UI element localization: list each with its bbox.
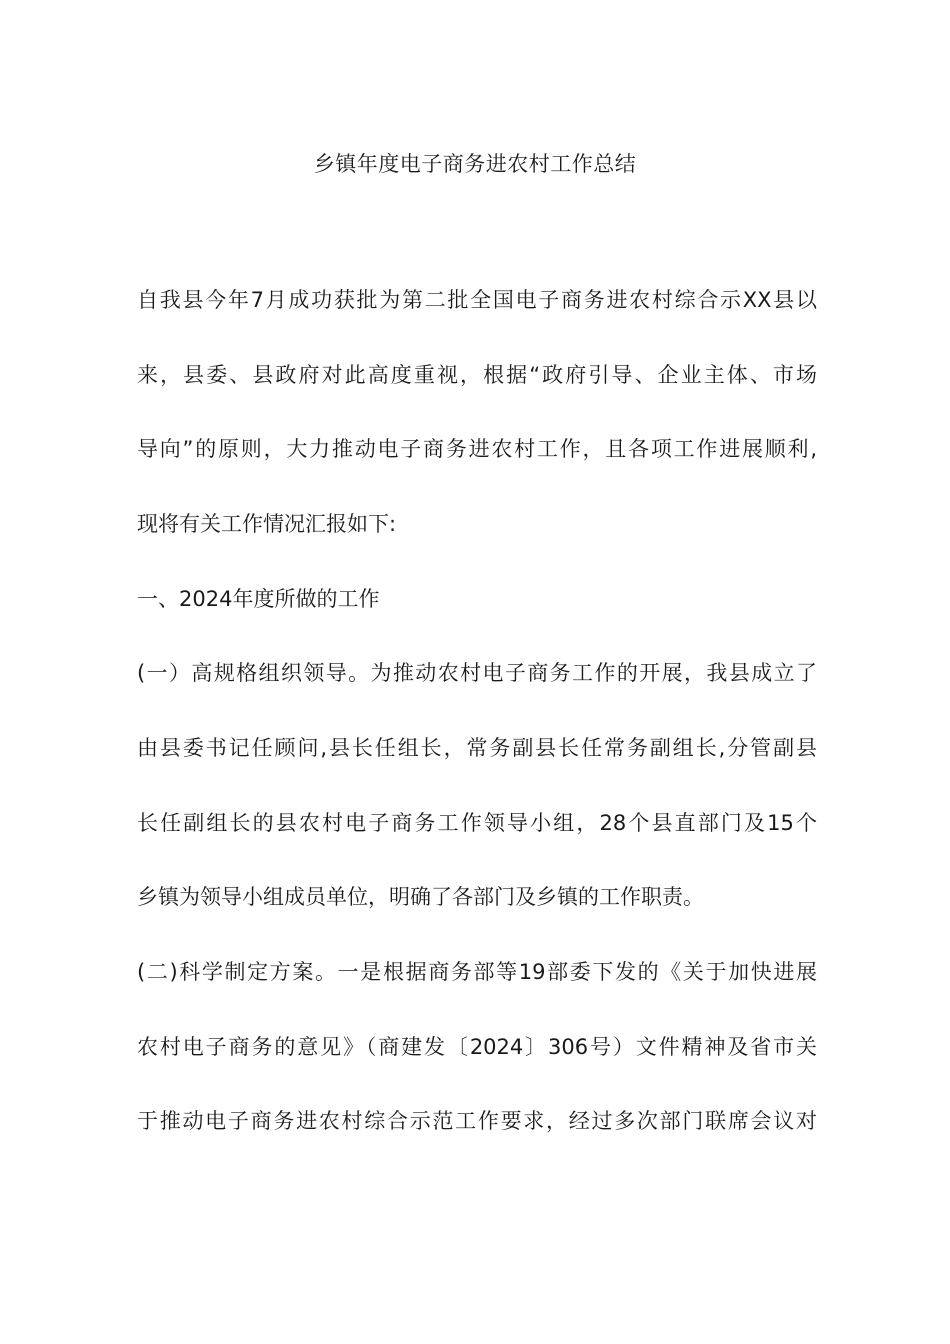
- paragraph-line: (二)科学制定方案。一是根据商务部等19部委下发的《关于加快进展: [137, 960, 817, 984]
- paragraph-line: 导向”的原则，大力推动电子商务进农村工作，且各项工作进展顺利,: [137, 437, 817, 461]
- paragraph-line: 长任副组长的县农村电子商务工作领导小组，28个县直部门及15个: [137, 811, 817, 835]
- paragraph-line: 由县委书记任顾问,县长任组长，常务副县长任常务副组长,分管副县: [137, 736, 817, 760]
- paragraph-line: 于推动电子商务进农村综合示范工作要求，经过多次部门联席会议对: [137, 1109, 817, 1133]
- paragraph-line: (一）高规格组织领导。为推动农村电子商务工作的开展，我县成立了: [137, 661, 817, 685]
- paragraph-line: 自我县今年7月成功获批为第二批全国电子商务进农村综合示XX县以: [137, 288, 817, 312]
- section-heading: 一、2024年度所做的工作: [137, 587, 380, 611]
- paragraph-line: 农村电子商务的意见》（商建发〔2024〕306号）文件精神及省市关: [137, 1035, 817, 1059]
- paragraph-line: 现将有关工作情况汇报如下:: [137, 512, 397, 536]
- document-title: 乡镇年度电子商务进农村工作总结: [313, 152, 637, 176]
- paragraph-line: 来，县委、县政府对此高度重视，根据“政府引导、企业主体、市场: [137, 363, 817, 387]
- paragraph-line: 乡镇为领导小组成员单位，明确了各部门及乡镇的工作职责。: [137, 885, 704, 909]
